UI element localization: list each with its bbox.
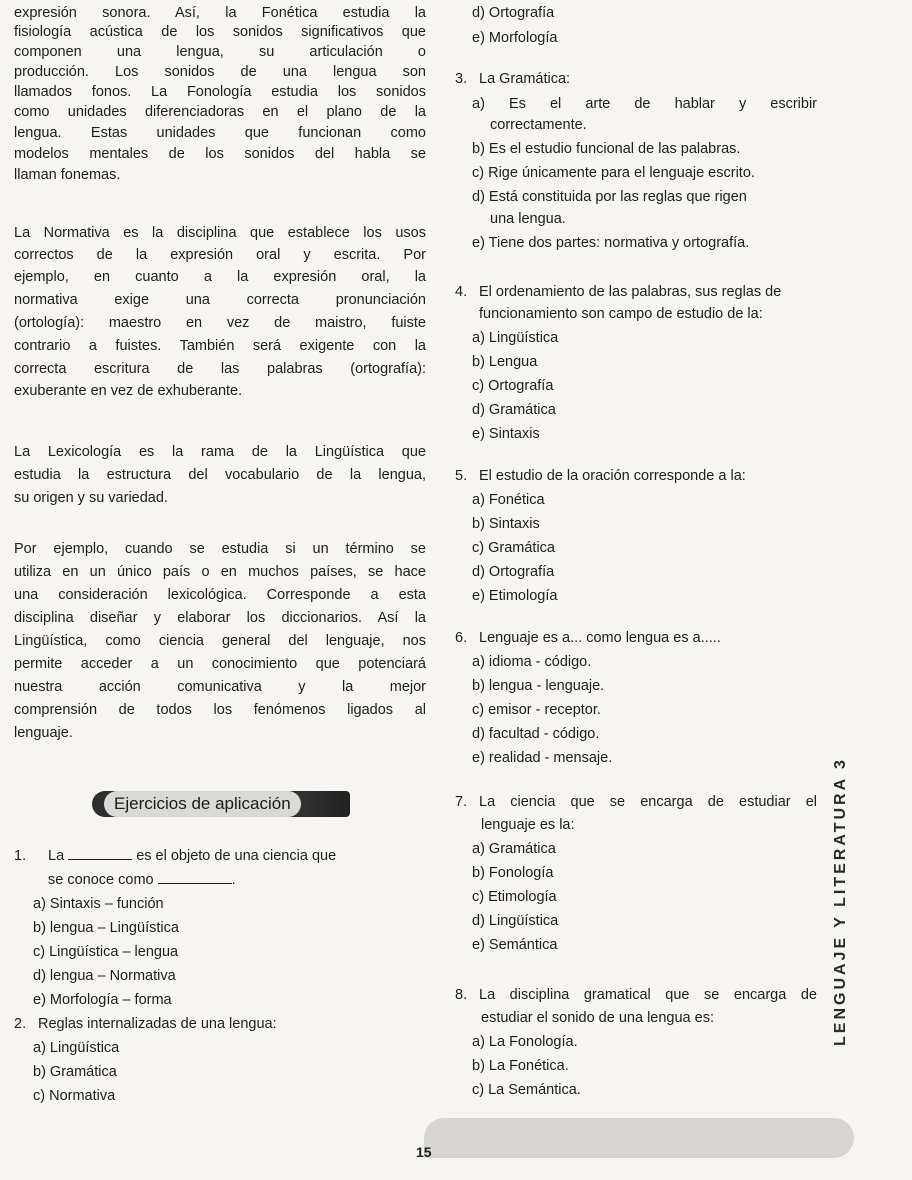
option: d) Lingüística [472,913,559,929]
text-line: utiliza en un único país o en muchos países, se hace [14,564,426,580]
text-line: permite acceder a un conocimiento que potenciará [14,656,426,672]
option: b) lengua – Lingüística [33,920,179,936]
question-4-continued: funcionamiento son campo de estudio de la: [479,306,763,322]
option: a) Es el arte de hablar y escribir [472,96,817,112]
option: e) realidad - mensaje. [472,750,613,766]
question-1-line-1 [14,847,336,865]
option: c) Gramática [472,540,555,556]
option: b) La Fonética. [472,1058,569,1074]
question-text: El ordenamiento de las palabras, sus reglas de [479,284,782,300]
text-line: (ortología): maestro en vez de maistro, fuiste [14,315,426,331]
option: c) Rige únicamente para el lenguaje escrito. [472,165,755,181]
option: e) Semántica [472,937,558,953]
text-line: nuestra acción comunicativa y la mejor [14,679,426,695]
text-line: correcta escritura de las palabras (ortografía): [14,361,426,377]
text-line: modelos mentales de los sonidos del habla se [14,146,426,162]
option: e) Morfología [472,30,558,46]
question-7-continued: lenguaje es la: [481,817,575,833]
question-number: 6. [455,630,468,646]
side-label: LENGUAJE Y LITERATURA 3 [832,757,849,1046]
option: e) Tiene dos partes: normativa y ortografía. [472,235,750,251]
text-line: su origen y su variedad. [14,490,168,506]
answer-blank [158,871,232,884]
option: c) emisor - receptor. [472,702,601,718]
text-line: exuberante en vez de exhuberante. [14,383,243,399]
question-text: La ciencia que se encarga de estudiar el [479,794,817,810]
text-line: componen una lengua, su articulación o [14,44,426,60]
exercises-title: Ejercicios de aplicación [104,791,301,817]
option: c) Normativa [33,1088,116,1104]
text-line: lenguaje. [14,725,73,741]
option: d) facultad - código. [472,726,600,742]
question-number: 1. [14,848,27,864]
question-4 [455,283,781,301]
question-3 [455,70,570,88]
option: d) Está constituida por las reglas que rigen [472,189,747,205]
question-number: 3. [455,71,468,87]
option: c) Lingüística – lengua [33,944,179,960]
option: c) Ortografía [472,378,554,394]
question-5 [455,467,746,485]
option: c) Etimología [472,889,557,905]
text-line: La Normativa es la disciplina que establece los usos [14,225,426,241]
option: a) Fonética [472,492,545,508]
option: b) lengua - lenguaje. [472,678,605,694]
question-text: La [48,848,65,864]
text-line: lengua. Estas unidades que funcionan como [14,125,426,141]
question-text: La disciplina gramatical que se encarga de [479,987,817,1003]
text-line: estudia la estructura del vocabulario de la lengua, [14,467,426,483]
question-2 [14,1015,277,1033]
text-line: llamados fonos. La Fonología estudia los sonidos [14,84,426,100]
option: b) Gramática [33,1064,117,1080]
option: a) idioma - código. [472,654,592,670]
text-line: correctos de la expresión oral y escrita. Por [14,247,426,263]
option: a) Lingüística [472,330,559,346]
question-text: Reglas internalizadas de una lengua: [38,1016,277,1032]
option: a) Gramática [472,841,556,857]
question-6 [455,629,721,647]
question-8-continued: estudiar el sonido de una lengua es: [481,1010,714,1026]
option: b) Lengua [472,354,538,370]
text-line: ejemplo, en cuanto a la expresión oral, la [14,269,426,285]
option: e) Etimología [472,588,558,604]
question-text: Lenguaje es a... como lengua es a..... [479,630,721,646]
option: e) Sintaxis [472,426,540,442]
text-line: como unidades diferenciadoras en el plano de la [14,104,426,120]
text-line: producción. Los sonidos de una lengua son [14,64,426,80]
question-text: . [231,872,236,888]
option: b) Sintaxis [472,516,540,532]
option: d) Ortografía [472,5,555,21]
footer-bar [424,1118,854,1158]
option: d) lengua – Normativa [33,968,176,984]
option-continued: una lengua. [490,211,566,227]
text-line: contrario a fuistes. También será exigente con la [14,338,426,354]
question-text: El estudio de la oración corresponde a la: [479,468,746,484]
page-number: 15 [416,1144,432,1160]
text-line: normativa exige una correcta pronunciación [14,292,426,308]
question-number: 2. [14,1016,27,1032]
text-line: fisiología acústica de los sonidos significativos que [14,24,426,40]
option: a) La Fonología. [472,1034,578,1050]
question-number: 5. [455,468,468,484]
question-text: La Gramática: [479,71,571,87]
question-text: se conoce como [48,872,154,888]
text-line: Por ejemplo, cuando se estudia si un término se [14,541,426,557]
option: d) Ortografía [472,564,555,580]
question-number: 8. [455,987,468,1003]
text-line: disciplina diseñar y elaborar los diccionarios. Así la [14,610,426,626]
question-text: es el objeto de una ciencia que [136,848,337,864]
option: a) Sintaxis – función [33,896,164,912]
answer-blank [68,847,132,860]
text-line: La Lexicología es la rama de la Lingüística que [14,444,426,460]
option: b) Fonología [472,865,554,881]
question-number: 4. [455,284,468,300]
question-number: 7. [455,794,468,810]
question-8 [455,986,817,1004]
text-line: comprensión de todos los fenómenos ligados al [14,702,426,718]
text-line: llaman fonemas. [14,167,121,183]
text-line: expresión sonora. Así, la Fonética estudia la [14,5,426,21]
option: e) Morfología – forma [33,992,172,1008]
text-line: Lingüística, como ciencia general del lenguaje, nos [14,633,426,649]
option: d) Gramática [472,402,556,418]
option: c) La Semántica. [472,1082,581,1098]
question-7 [455,793,817,811]
option: a) Lingüística [33,1040,120,1056]
text-line: una consideración lexicológica. Corresponde a esta [14,587,426,603]
option: b) Es el estudio funcional de las palabras. [472,141,741,157]
option-continued: correctamente. [490,117,587,133]
question-1-line-2 [48,871,236,889]
